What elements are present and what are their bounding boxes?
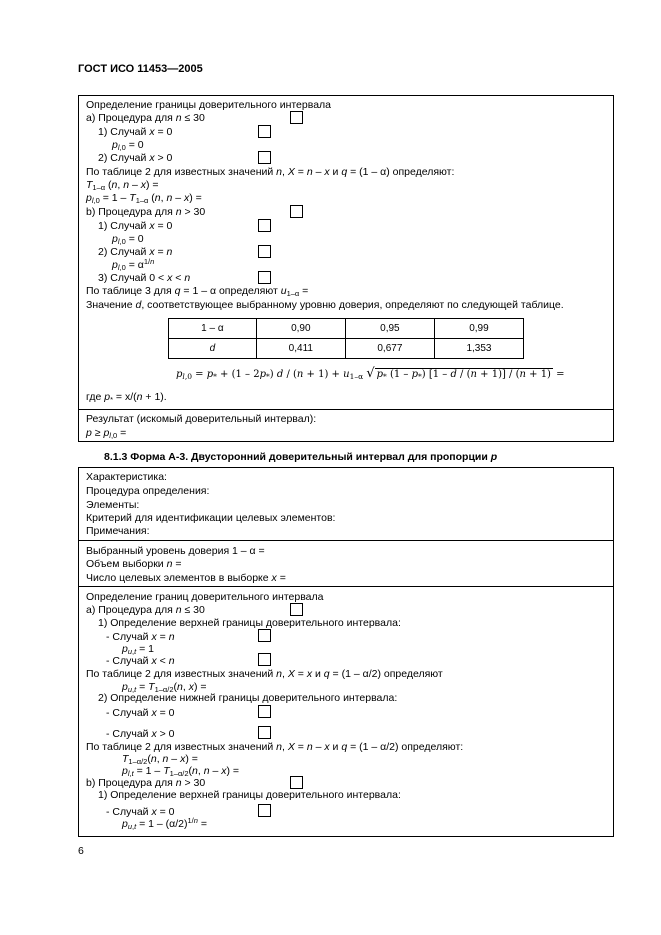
text-line: $p_{u,t} = 1$ xyxy=(122,643,155,656)
section-heading: 8.1.3 Форма А-3. Двусторонний доверительный интервал для пропорции p xyxy=(104,451,498,463)
text-line: а) Процедура для n ≤ 30 xyxy=(86,112,205,124)
checkbox[interactable] xyxy=(290,603,303,616)
checkbox[interactable] xyxy=(258,245,271,258)
text-line: $p_{u,t} = T_{1-\alpha/2}(n$, x) = xyxy=(122,681,207,694)
text-line: 1) Определение верхней границы доверительного интервала: xyxy=(98,789,401,801)
table-header-cell: 1 – α xyxy=(169,319,257,339)
text-line: 2) Случай x > 0 xyxy=(98,152,173,164)
text-line: По таблице 2 для известных значений n, X = n – x и q = (1 – α) определяют: xyxy=(86,166,455,178)
text-line: $p_{u,t} = 1 - (\alpha/2)^{1/n}$ = xyxy=(122,816,208,831)
text-line: а) Процедура для n ≤ 30 xyxy=(86,604,205,616)
text-line: 1) Определение верхней границы доверительного интервала: xyxy=(98,617,401,629)
form-field-label: Процедура определения: xyxy=(86,485,210,497)
checkbox[interactable] xyxy=(258,653,271,666)
text-line: $p_{l,t} = 1 - T_{1-\alpha/2}(n$, n – x) = xyxy=(122,765,240,778)
document-header: ГОСТ ИСО 11453—2005 xyxy=(78,63,203,75)
checkbox[interactable] xyxy=(258,726,271,739)
divider xyxy=(78,409,614,410)
text-line: $p_{l,0} = \alpha^{1/n}$ xyxy=(112,257,155,272)
checkbox[interactable] xyxy=(290,205,303,218)
text-line: 2) Случай x = n xyxy=(98,246,173,258)
text-line: $p \ge p_{l,0}$ = xyxy=(86,427,127,440)
form-field-label: Характеристика: xyxy=(86,471,167,483)
text-line: $p_{l,0} = 0$ xyxy=(112,233,144,246)
checkbox[interactable] xyxy=(258,804,271,817)
text-line: Определение границы доверительного интервала xyxy=(86,99,332,111)
form-field-label: Выбранный уровень доверия 1 – α = xyxy=(86,545,265,557)
table-cell: 1,353 xyxy=(434,339,523,359)
text-line: - Случай x = n xyxy=(106,631,175,643)
checkbox[interactable] xyxy=(258,705,271,718)
checkbox[interactable] xyxy=(258,125,271,138)
d-value-table xyxy=(168,318,524,359)
text-line: 3) Случай 0 < x < n xyxy=(98,272,191,284)
text-line: $T_{1-\alpha}$ (n, n – x) = xyxy=(86,179,159,192)
table-header-cell: 0,95 xyxy=(345,319,434,339)
checkbox[interactable] xyxy=(290,776,303,789)
form-field-label: Примечания: xyxy=(86,525,150,537)
table-header-cell: 0,90 xyxy=(256,319,345,339)
text-line: Значение d, соответствующее выбранному уровню доверия, определяют по следующей таблице. xyxy=(86,299,564,311)
formula: $p_{l,0} = p_* + (1 - 2p_*)$ $d / (n + 1) + u_{1-\alpha}$ √ $p_*$ $(1 - p_*)$ [1 – d / (n + 1)] / (n + 1) = xyxy=(176,366,565,381)
text-line: b) Процедура для n > 30 xyxy=(86,777,206,789)
table-cell: 0,677 xyxy=(345,339,434,359)
divider xyxy=(78,586,614,587)
text-line: - Случай x > 0 xyxy=(106,728,175,740)
table-header-cell: 0,99 xyxy=(434,319,523,339)
table-cell: d xyxy=(169,339,257,359)
text-line: $p_{l,0} = 1 - T_{1-\alpha}$ (n, n – x) = xyxy=(86,192,202,205)
page-number: 6 xyxy=(78,845,84,857)
text-line: - Случай x = 0 xyxy=(106,806,175,818)
divider xyxy=(78,540,614,541)
checkbox[interactable] xyxy=(258,219,271,232)
text-line: Определение границ доверительного интервала xyxy=(86,591,324,603)
text-line: $p_{l,0} = 0$ xyxy=(112,139,144,152)
text-line: По таблице 2 для известных значений n, X = n – x и q = (1 – α/2) определяют: xyxy=(86,741,464,753)
text-line: 1) Случай x = 0 xyxy=(98,126,173,138)
text-line: 2) Определение нижней границы доверительного интервала: xyxy=(98,692,398,704)
checkbox[interactable] xyxy=(290,111,303,124)
text-line: $T_{1-\alpha/2}(n$, n – x) = xyxy=(122,753,198,766)
checkbox[interactable] xyxy=(258,629,271,642)
form-field-label: Критерий для идентификации целевых элементов: xyxy=(86,512,336,524)
text-line: По таблице 3 для q = 1 – α определяют $u_{1-\alpha}$ = xyxy=(86,285,309,298)
text-line: где $p_* = x/(n + 1)$. xyxy=(86,391,167,404)
form-field-label: Элементы: xyxy=(86,499,140,511)
checkbox[interactable] xyxy=(258,271,271,284)
text-line: - Случай x = 0 xyxy=(106,707,175,719)
text-line: b) Процедура для n > 30 xyxy=(86,206,206,218)
text-line: По таблице 2 для известных значений n, X = x и q = (1 – α/2) определяют xyxy=(86,668,443,680)
table-cell: 0,411 xyxy=(256,339,345,359)
form-field-label: Число целевых элементов в выборке x = xyxy=(86,572,286,584)
text-line: 1) Случай x = 0 xyxy=(98,220,173,232)
text-line: Результат (искомый доверительный интервал): xyxy=(86,413,317,425)
form-box-lower-limit xyxy=(78,95,614,442)
form-field-label: Объем выборки n = xyxy=(86,558,182,570)
checkbox[interactable] xyxy=(258,151,271,164)
text-line: - Случай x < n xyxy=(106,655,175,667)
